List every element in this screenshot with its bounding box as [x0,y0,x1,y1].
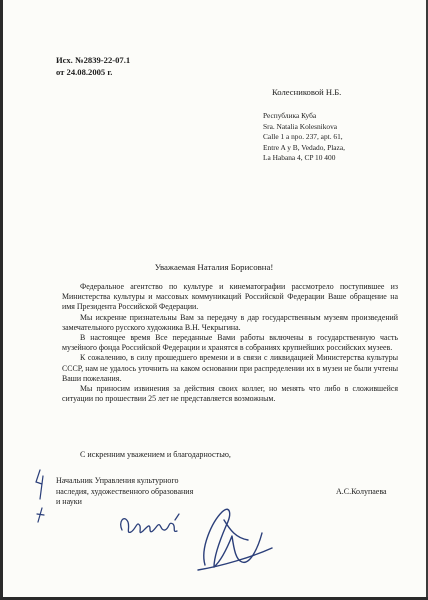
address-line: Entre A y B, Vedado, Plaza, [263,142,345,152]
signatory-title-line: наследия, художественного образования [56,486,194,496]
outgoing-number: Исх. №2839-22-07.1 [56,55,131,65]
margin-mark [36,470,44,522]
address-line: Республика Куба [263,111,317,120]
body-paragraph: Мы приносим извинения за действия своих коллег, но менять что либо в сложившейся ситуации по прошествии 25 лет не представляется возможным. [62,384,398,404]
signatory-name: А.С.Колупаева [336,487,387,496]
address-line: La Habana 4, CP 10 400 [263,153,336,163]
address-line: Sra. Natalia Kolesnikova [263,121,338,131]
body-paragraph: В настоящее время Все переданные Вами работы включены в государственную часть музейного фонда Российской Федерации и хранятся в собраниях крупнейших российских музеев. [62,333,398,353]
recipient-name: Колесниковой Н.Б. [272,87,342,97]
salutation: Уважаемая Наталия Борисовна! [154,262,274,272]
body-paragraph: Федеральное агентство по культуре и кинематографии рассмотрело поступившее из Министерства культуры и массовых коммуникаций Российской Федерации Ваше обращение на имя Президента Российской Федерации. [62,282,398,312]
body-paragraph: К сожалению, в силу прошедшего времени и в связи с ликвидацией Министерства культуры СССР, нам не удалось уточнить на каком основании при распределении их в музеи не были учтены Ваши пожелания. [62,353,398,383]
signature-mark [198,509,272,570]
signatory-title-line: и науки [56,497,82,506]
closing-line: С искренним уважением и благодарностью, [80,450,231,459]
signatory-title-line: Начальник Управления культурного [56,476,179,485]
handwritten-verno [121,514,179,533]
address-line: Calle 1 a npo. 237, apt. 61, [263,132,343,142]
outgoing-date: от 24.08.2005 г. [56,67,113,77]
body-paragraph: Мы искренне признательны Вам за передачу в дар государственным музеям произведений замечательного русского художника В.Н. Чекрыгина. [62,312,398,332]
